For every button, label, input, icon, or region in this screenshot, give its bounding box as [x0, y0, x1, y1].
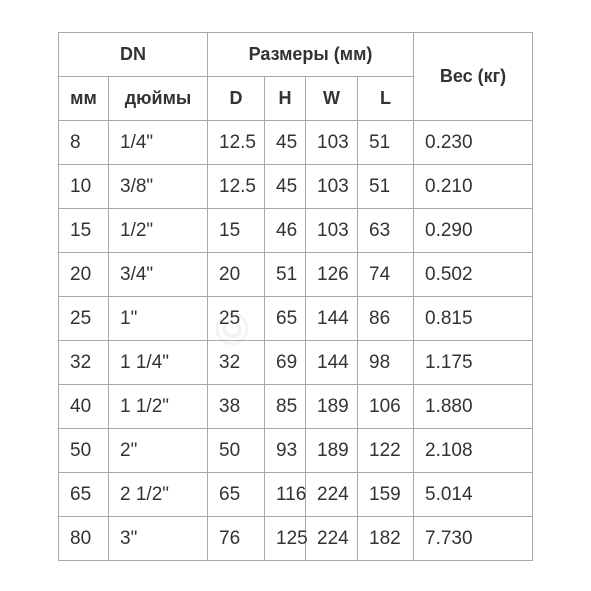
cell-l: 51 [358, 121, 414, 165]
cell-l: 106 [358, 385, 414, 429]
header-d: D [208, 77, 265, 121]
cell-d: 65 [208, 473, 265, 517]
cell-mm: 10 [59, 165, 109, 209]
spec-table [58, 32, 533, 561]
table-row [59, 209, 533, 253]
cell-mm: 32 [59, 341, 109, 385]
cell-w: 103 [306, 165, 358, 209]
table-row [59, 429, 533, 473]
cell-weight: 0.502 [414, 253, 533, 297]
header-inches: дюймы [109, 77, 208, 121]
cell-mm: 80 [59, 517, 109, 561]
cell-w: 126 [306, 253, 358, 297]
cell-h: 93 [265, 429, 306, 473]
cell-l: 74 [358, 253, 414, 297]
cell-h: 125 [265, 517, 306, 561]
header-row-1 [59, 33, 533, 77]
table-row [59, 121, 533, 165]
cell-l: 182 [358, 517, 414, 561]
cell-weight: 0.290 [414, 209, 533, 253]
cell-mm: 40 [59, 385, 109, 429]
cell-weight: 5.014 [414, 473, 533, 517]
cell-d: 12.5 [208, 121, 265, 165]
cell-h: 116 [265, 473, 306, 517]
cell-inches: 1 1/2" [109, 385, 208, 429]
cell-weight: 0.815 [414, 297, 533, 341]
cell-mm: 8 [59, 121, 109, 165]
header-w: W [306, 77, 358, 121]
cell-w: 144 [306, 297, 358, 341]
header-dn: DN [59, 33, 208, 77]
cell-l: 159 [358, 473, 414, 517]
cell-h: 65 [265, 297, 306, 341]
cell-w: 103 [306, 121, 358, 165]
cell-l: 51 [358, 165, 414, 209]
cell-weight: 7.730 [414, 517, 533, 561]
cell-l: 86 [358, 297, 414, 341]
cell-inches: 2 1/2" [109, 473, 208, 517]
header-mm: мм [59, 77, 109, 121]
cell-w: 189 [306, 385, 358, 429]
cell-inches: 3/4" [109, 253, 208, 297]
cell-d: 20 [208, 253, 265, 297]
cell-h: 46 [265, 209, 306, 253]
cell-h: 51 [265, 253, 306, 297]
table-row [59, 165, 533, 209]
cell-h: 69 [265, 341, 306, 385]
table-row [59, 385, 533, 429]
cell-inches: 2" [109, 429, 208, 473]
cell-weight: 1.175 [414, 341, 533, 385]
cell-mm: 65 [59, 473, 109, 517]
header-h: H [265, 77, 306, 121]
cell-mm: 25 [59, 297, 109, 341]
cell-d: 38 [208, 385, 265, 429]
cell-weight: 0.230 [414, 121, 533, 165]
cell-inches: 1 1/4" [109, 341, 208, 385]
cell-mm: 15 [59, 209, 109, 253]
cell-weight: 1.880 [414, 385, 533, 429]
header-l: L [358, 77, 414, 121]
cell-inches: 1" [109, 297, 208, 341]
table-row [59, 341, 533, 385]
cell-d: 50 [208, 429, 265, 473]
cell-h: 85 [265, 385, 306, 429]
cell-l: 63 [358, 209, 414, 253]
cell-d: 25 [208, 297, 265, 341]
cell-w: 103 [306, 209, 358, 253]
cell-inches: 3" [109, 517, 208, 561]
table-row [59, 253, 533, 297]
cell-mm: 20 [59, 253, 109, 297]
cell-w: 144 [306, 341, 358, 385]
cell-h: 45 [265, 165, 306, 209]
header-dimensions: Размеры (мм) [208, 33, 414, 77]
table-row [59, 297, 533, 341]
cell-inches: 1/2" [109, 209, 208, 253]
cell-h: 45 [265, 121, 306, 165]
cell-d: 15 [208, 209, 265, 253]
cell-inches: 1/4" [109, 121, 208, 165]
cell-l: 98 [358, 341, 414, 385]
cell-l: 122 [358, 429, 414, 473]
cell-d: 32 [208, 341, 265, 385]
cell-w: 189 [306, 429, 358, 473]
cell-weight: 0.210 [414, 165, 533, 209]
table-row [59, 473, 533, 517]
cell-inches: 3/8" [109, 165, 208, 209]
cell-w: 224 [306, 517, 358, 561]
cell-w: 224 [306, 473, 358, 517]
header-weight: Вес (кг) [414, 33, 533, 121]
cell-d: 76 [208, 517, 265, 561]
cell-mm: 50 [59, 429, 109, 473]
cell-d: 12.5 [208, 165, 265, 209]
cell-weight: 2.108 [414, 429, 533, 473]
table-row [59, 517, 533, 561]
